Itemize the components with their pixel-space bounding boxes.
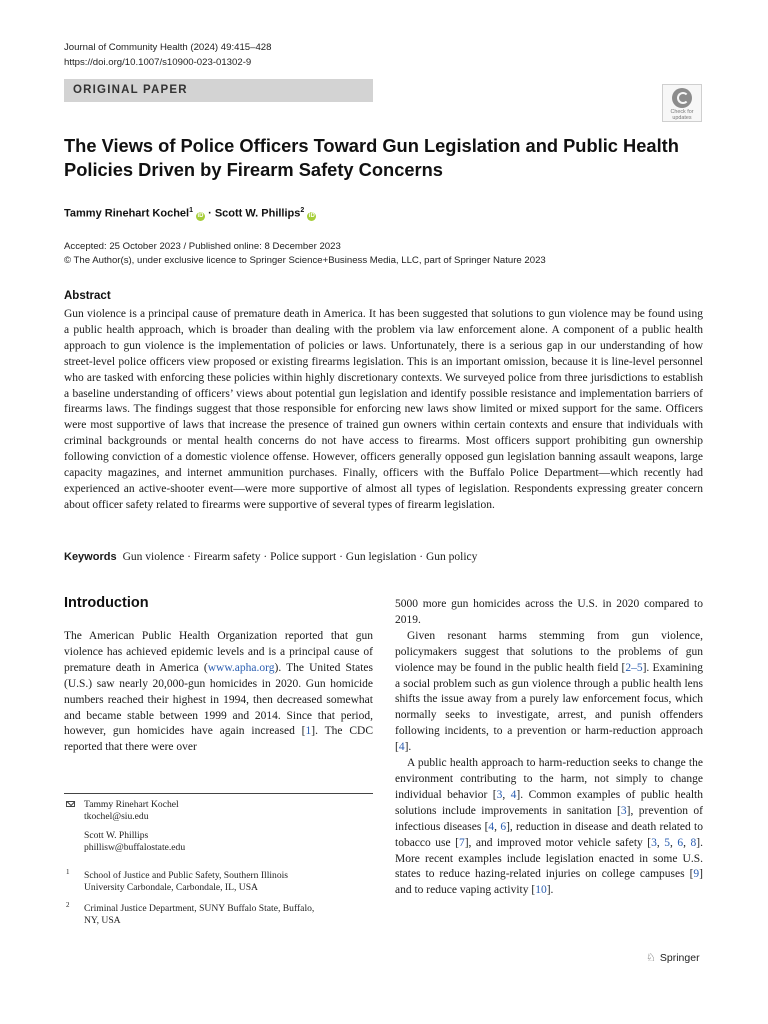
abstract-text: Gun violence is a principal cause of premature death in America. It has been suggested that solutions to gun violence may be found using a public health approach, which is broader than dealing with the problem via law enforcement alone. A component of a public health approach to gun violence is the implementation of policies or laws. Unfortunately, there is a serious gap in our understanding of how street-level police officers view proposed or existing firearms legislation. This is an important omission, because it is line-level personnel who are tasked with enforcing these policies within highly discretionary contexts. We surveyed police from three jurisdictions to establish a baseline understanding of officers’ views about potential gun legislation and identify possible resistance and implementation barriers of firearms laws. The findings suggest that those responsible for enforcing new laws show limited or mixed support for the same. Officers were most supportive of laws that increase the presence of trained gun owners within certain contexts and ensure that individuals with criminal backgrounds or mental health concerns do not have access to firearms. Most officers support prohibiting gun ownership following conviction of a domestic violence offense. However, officers generally opposed gun legislation banning assault weapons, large capacity magazines, and internet ammunition purchases. Finally, officers with the Buffalo Police Department—which recently had experienced an active-shooter event—were more supportive of almost all types of legislation. Respondents expressing greater concern about officer safety related to firearms were supportive of several types of firearm legislation. bbox=[64, 308, 703, 511]
citation-link[interactable]: 8 bbox=[690, 836, 697, 849]
affiliation-line: School of Justice and Public Safety, Southern Illinois bbox=[84, 870, 289, 881]
check-for-updates-badge[interactable] bbox=[662, 84, 702, 122]
journal-citation: Journal of Community Health (2024) 49:415–428 bbox=[64, 42, 272, 53]
corr-author-email[interactable]: phillisw@buffalostate.edu bbox=[84, 841, 186, 853]
doi-link[interactable]: https://doi.org/10.1007/s10900-023-01302-9 bbox=[64, 57, 252, 68]
keywords-label: Keywords bbox=[64, 551, 117, 563]
envelope-icon bbox=[66, 801, 75, 807]
corr-author-email[interactable]: tkochel@siu.edu bbox=[84, 810, 149, 822]
citation-link[interactable]: 3 bbox=[620, 804, 627, 817]
journal-header bbox=[64, 40, 271, 70]
body-paragraph: A public health approach to harm-reduction seeks to change the environment contributing to the harm, not simply to change individual behavior [3, 4]. Common examples of public health solutions include improvements in sanitation [3], prevention of infectious diseases [4, 6], reduction in disease and death related to tobacco use [7], and improved motor vehicle safety [3, 5, 6, 8]. More recent examples include legislation enacted in some U.S. states to reduce hazing-related injuries on college campuses [9] and to reduce vaping activity [10]. bbox=[395, 757, 704, 897]
citation-link[interactable]: 4 bbox=[398, 741, 405, 754]
check-updates-icon bbox=[672, 88, 692, 108]
citation-link[interactable]: 4 bbox=[488, 820, 495, 833]
corresponding-author-block bbox=[84, 799, 185, 853]
affiliation-1 bbox=[84, 870, 288, 893]
author-affiliation-mark: 2 bbox=[300, 207, 305, 214]
citation-link[interactable]: 3 bbox=[651, 836, 657, 849]
affiliation-number: 2 bbox=[66, 901, 70, 909]
orcid-icon[interactable]: iD bbox=[308, 212, 315, 219]
citation-link[interactable]: 6 bbox=[677, 836, 684, 849]
citation-link[interactable]: 7 bbox=[458, 836, 465, 849]
abstract-heading: Abstract bbox=[64, 290, 111, 302]
affiliation-line: Criminal Justice Department, SUNY Buffalo State, Buffalo, bbox=[84, 903, 315, 914]
copyright-line: © The Author(s), under exclusive licence to Springer Science+Business Media, LLC, part of Springer Nature 2023 bbox=[64, 255, 546, 266]
citation-link[interactable]: 3 bbox=[496, 788, 503, 801]
check-updates-line1: Check for bbox=[670, 109, 694, 115]
citation-link[interactable]: 9 bbox=[693, 868, 700, 881]
author-list bbox=[64, 203, 316, 222]
article-type-banner: ORIGINAL PAPER bbox=[64, 79, 373, 102]
springer-horse-icon: ♘ bbox=[646, 952, 656, 964]
publication-dates bbox=[64, 240, 546, 268]
citation-link[interactable]: 10 bbox=[535, 884, 547, 897]
citation-link[interactable]: 1 bbox=[305, 725, 312, 738]
body-paragraph: 5000 more gun homicides across the U.S. in 2020 compared to 2019. bbox=[395, 598, 703, 626]
affiliation-line: NY, USA bbox=[84, 914, 121, 926]
affiliation-2 bbox=[84, 903, 314, 926]
paper-title bbox=[64, 134, 704, 182]
author-separator: · bbox=[208, 207, 212, 220]
citation-link[interactable]: 5 bbox=[664, 836, 671, 849]
corr-author-name: Tammy Rinehart Kochel bbox=[84, 799, 179, 810]
body-column-right bbox=[395, 597, 703, 899]
keywords-line bbox=[64, 549, 477, 565]
publisher-name: Springer bbox=[659, 952, 700, 964]
body-paragraph: The American Public Health Organization reported that gun violence has achieved epidemic levels and is a principal cause of premature death in America (www.apha.org). The United States (U.S.) saw nearly 20,000-gun homicides in 2020. Gun homicide numbers reached their highest in 1994, then decreased somewhat and became stable between 1999 and 2014. Since that period, however, gun homicides have again increased [1]. The CDC reported that there were over bbox=[64, 630, 373, 754]
author-name[interactable]: Scott W. Phillips bbox=[214, 207, 301, 220]
check-updates-line2: updates bbox=[672, 115, 692, 121]
dates-line: Accepted: 25 October 2023 / Published online: 8 December 2023 bbox=[64, 241, 341, 252]
body-paragraph: Given resonant harms stemming from gun violence, policymakers suggest that solutions to the problems of gun violence may be found in the public health field [2–5]. Examining a social problem such as gun violence through a public health lens shifts the issue away from a purely law enforcement focus, which normally seeks to investigate, arrest, and punish offenders following incidents, to a prevention or harm-reduction approach [4]. bbox=[395, 629, 704, 754]
citation-link[interactable]: 4 bbox=[510, 788, 517, 801]
author-name[interactable]: Tammy Rinehart Kochel bbox=[64, 207, 190, 220]
keywords-text: Gun violence · Firearm safety · Police support · Gun legislation · Gun policy bbox=[122, 551, 478, 563]
footnote-divider bbox=[64, 793, 373, 794]
affiliation-line: University Carbondale, Carbondale, IL, USA bbox=[84, 881, 258, 893]
corr-author-name: Scott W. Phillips bbox=[84, 830, 149, 841]
title-line-1: The Views of Police Officers Toward Gun Legislation and Public Health bbox=[64, 135, 679, 156]
citation-link[interactable]: 2–5 bbox=[625, 661, 643, 674]
body-column-left bbox=[64, 629, 373, 756]
apha-link[interactable]: www.apha.org bbox=[207, 661, 275, 674]
citation-link[interactable]: 6 bbox=[500, 820, 507, 833]
author-affiliation-mark: 1 bbox=[189, 207, 194, 214]
publisher-logo bbox=[646, 951, 700, 965]
introduction-heading: Introduction bbox=[64, 595, 149, 611]
orcid-icon[interactable]: iD bbox=[197, 212, 204, 219]
affiliation-number: 1 bbox=[66, 868, 70, 876]
title-line-2: Policies Driven by Firearm Safety Concerns bbox=[64, 159, 443, 180]
